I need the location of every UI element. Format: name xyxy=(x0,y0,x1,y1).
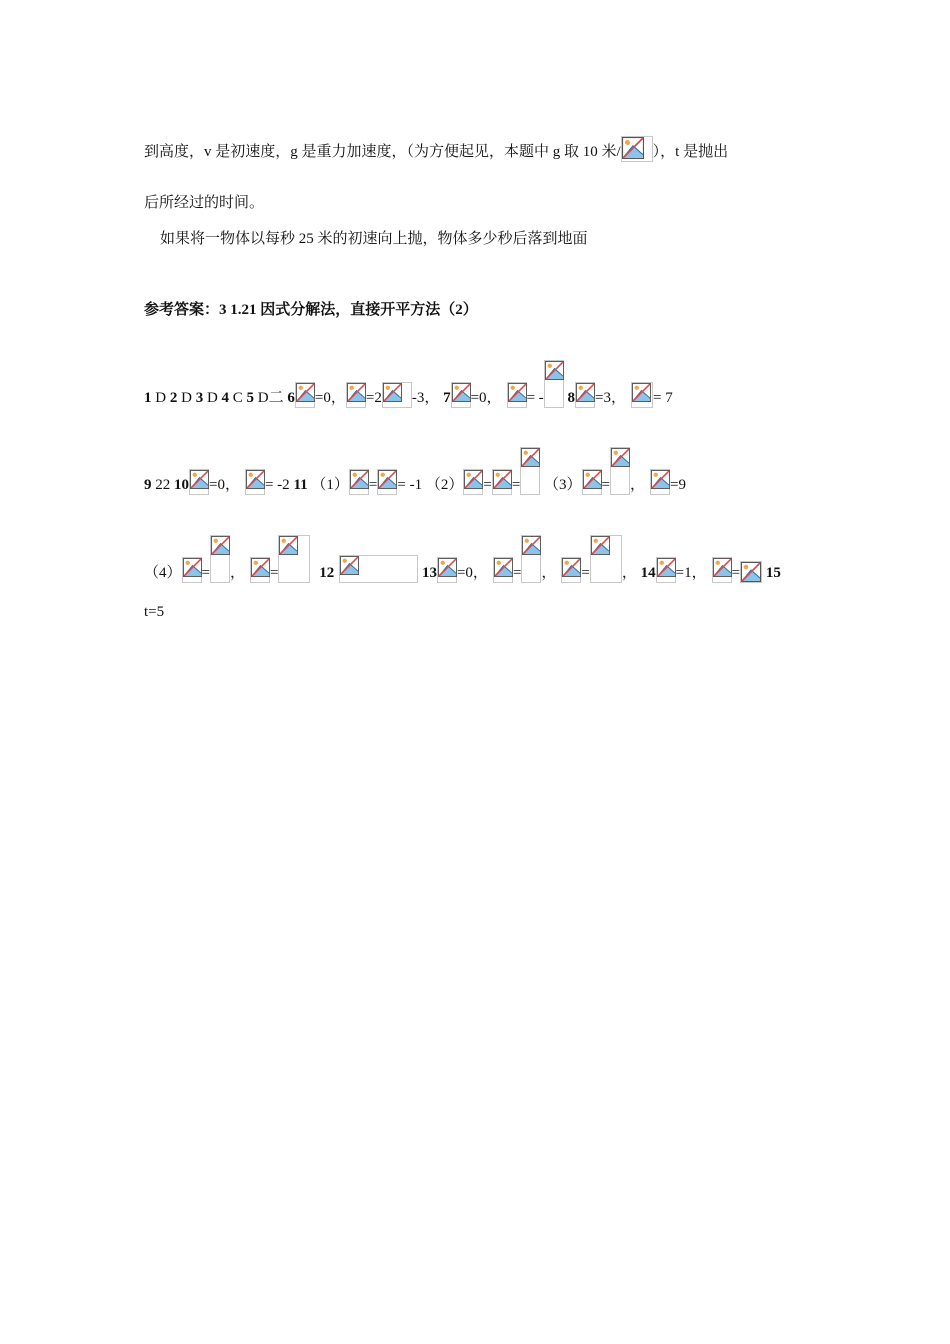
image-placeholder-icon xyxy=(278,535,310,583)
image-placeholder-icon xyxy=(463,469,483,495)
answer-text: （3） xyxy=(544,477,582,493)
answer-text: =0， xyxy=(456,565,488,581)
answer-row-4: t=5 xyxy=(144,604,165,620)
answer-text: D xyxy=(181,390,192,406)
answer-number: 11 xyxy=(293,477,308,493)
image-placeholder-icon xyxy=(610,447,630,495)
answer-number: 9 xyxy=(144,477,152,493)
image-placeholder-icon xyxy=(349,469,369,495)
answer-text: = xyxy=(483,477,492,493)
image-placeholder-icon xyxy=(245,469,265,495)
answer-text: C xyxy=(232,390,243,406)
answer-text: 22 xyxy=(155,477,171,493)
image-placeholder-icon xyxy=(437,557,457,583)
answer-text: = xyxy=(511,477,521,493)
text-line-1 xyxy=(144,136,728,162)
answer-number: 13 xyxy=(421,565,437,581)
answer-text: =0， xyxy=(209,477,240,493)
image-placeholder-icon xyxy=(339,555,418,583)
answer-text: = -1 xyxy=(397,477,423,493)
answer-text: =1， xyxy=(675,565,707,581)
answer-text: =3， xyxy=(595,390,626,406)
answer-text: = xyxy=(581,565,590,581)
image-placeholder-icon xyxy=(631,382,653,408)
image-placeholder-icon xyxy=(507,382,527,408)
answer-number: 14 xyxy=(640,565,656,581)
image-placeholder-icon xyxy=(346,382,366,408)
answer-text: = xyxy=(512,565,522,581)
answer-text: = xyxy=(201,565,210,581)
image-placeholder-icon xyxy=(521,535,541,583)
answer-number: 12 xyxy=(319,565,335,581)
image-placeholder-icon xyxy=(656,557,676,583)
image-placeholder-icon xyxy=(182,557,202,583)
answer-text: = xyxy=(601,477,611,493)
text-segment: 到高度，v 是初速度，g 是重力加速度，（为方便起见，本题中 g 取 10 米/ xyxy=(144,144,621,160)
answer-text: D xyxy=(257,390,269,406)
image-placeholder-icon xyxy=(621,136,653,162)
answer-text: = xyxy=(270,565,279,581)
answer-number: 3 xyxy=(195,390,204,406)
image-placeholder-icon xyxy=(382,382,412,408)
answer-text: = 7 xyxy=(653,390,673,406)
answer-number: 15 xyxy=(765,565,781,581)
question-text: 如果将一物体以每秒 25 米的初速向上抛，物体多少秒后落到地面 xyxy=(160,231,588,247)
answer-text: ， xyxy=(541,565,557,581)
image-placeholder-icon xyxy=(520,447,540,495)
image-placeholder-icon xyxy=(210,535,230,583)
answer-text: ， xyxy=(621,565,637,581)
answer-text: =0， xyxy=(314,390,346,406)
image-placeholder-icon xyxy=(650,469,670,495)
answer-text: （4） xyxy=(144,565,182,581)
image-placeholder-icon xyxy=(493,557,513,583)
answer-text: D xyxy=(206,390,218,406)
image-placeholder-icon xyxy=(250,557,270,583)
answer-text: =0， xyxy=(470,390,502,406)
answer-text: = xyxy=(368,477,378,493)
image-placeholder-icon xyxy=(451,382,471,408)
answer-number: 5 xyxy=(246,390,255,406)
answer-text: ， xyxy=(630,477,646,493)
answer-text: -3， xyxy=(411,390,440,406)
answer-text: = -2 xyxy=(264,477,290,493)
answer-row-1 xyxy=(144,360,673,408)
answer-text: =9 xyxy=(670,477,686,493)
text-segment: ），t 是抛出 xyxy=(652,144,729,160)
answer-number: 1 xyxy=(144,390,152,406)
answer-number: 10 xyxy=(174,477,189,493)
image-placeholder-icon xyxy=(189,469,209,495)
image-placeholder-icon xyxy=(740,561,762,583)
answer-text: = - xyxy=(526,390,544,406)
answer-number: 6 xyxy=(287,390,295,406)
answer-text: （1） xyxy=(311,477,349,493)
image-placeholder-icon xyxy=(295,382,315,408)
answer-text: （2） xyxy=(425,477,464,493)
answer-row-3 xyxy=(144,535,781,583)
image-placeholder-icon xyxy=(377,469,397,495)
image-placeholder-icon xyxy=(575,382,595,408)
answer-row-2 xyxy=(144,447,686,495)
answer-number: 4 xyxy=(221,390,230,406)
answer-text: = xyxy=(731,565,741,581)
image-placeholder-icon xyxy=(544,360,564,408)
image-placeholder-icon xyxy=(582,469,602,495)
text-line-2: 后所经过的时间。 xyxy=(144,195,265,211)
image-placeholder-icon xyxy=(492,469,512,495)
answer-text: D xyxy=(155,390,167,406)
answer-number: 7 xyxy=(443,390,451,406)
image-placeholder-icon xyxy=(712,557,732,583)
answer-number: 2 xyxy=(169,390,178,406)
answer-number: 8 xyxy=(567,390,576,406)
image-placeholder-icon xyxy=(590,535,622,583)
answer-heading: 参考答案：3 1.21 因式分解法，直接开平方法（2） xyxy=(144,302,478,318)
answer-text: 二 xyxy=(268,390,284,406)
image-placeholder-icon xyxy=(561,557,581,583)
answer-text: =2 xyxy=(365,390,382,406)
answer-text: ， xyxy=(229,565,245,581)
